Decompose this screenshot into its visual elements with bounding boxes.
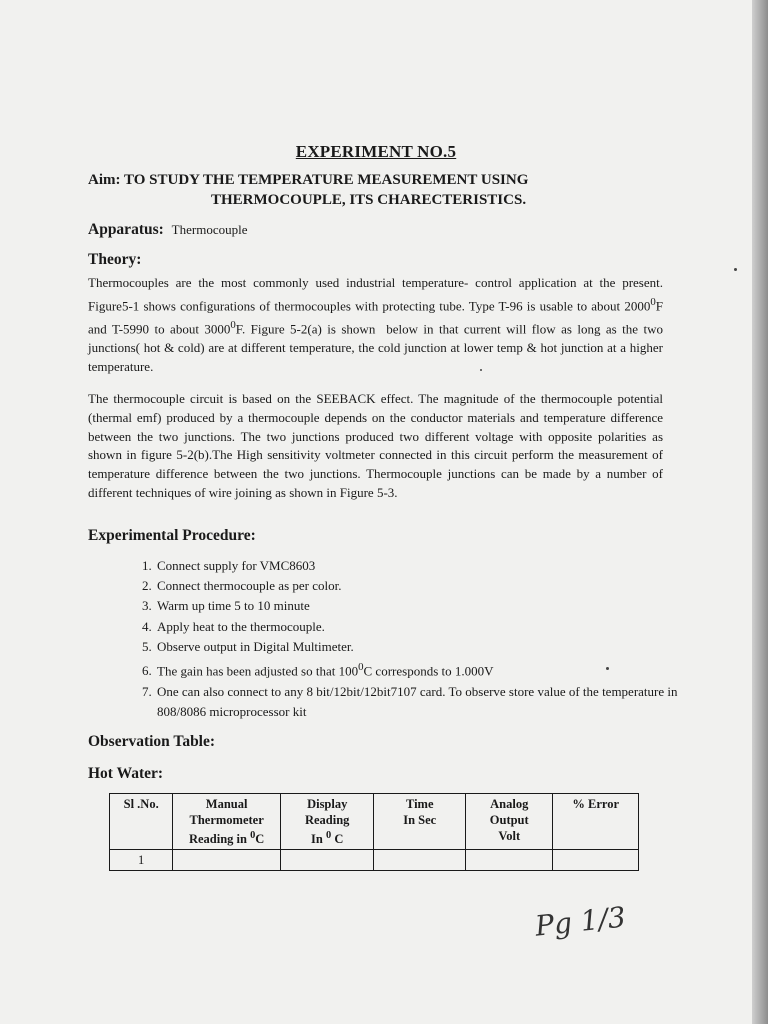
theory-paragraph-2: The thermocouple circuit is based on the SEEBACK effect. The magnitude of the thermocouple potential (thermal emf) produced by a thermocouple depends on the conductor materials and temperature difference between the two junctions. The two junctions produced two different voltage with opposite polarities as shown in figure 5-2(b).The High sensitivity voltmeter connected in this circuit perform the measurement of temperature difference between the two junctions. Thermocouple junctions can be made by a number of different techniques of wire joining as shown in Figure 5-3. — [88, 391, 663, 500]
aim-statement — [88, 170, 688, 210]
scan-speck — [480, 369, 482, 371]
procedure-step: 2. Connect thermocouple as per color. — [155, 576, 695, 596]
table-header-cell: Analog Output Volt — [465, 794, 552, 850]
scan-speck — [606, 667, 609, 670]
aim-line-1: TO STUDY THE TEMPERATURE MEASUREMENT USING — [123, 172, 529, 188]
table-header-cell: Display Reading In $^0$ C — [280, 794, 374, 850]
procedure-heading: Experimental Procedure: — [88, 527, 256, 544]
table-cell — [374, 850, 466, 871]
hot-water-heading: Hot Water: — [88, 765, 164, 782]
procedure-step: 6. The gain has been adjusted so that $100^0C$ corresponds to 1.000V — [155, 657, 695, 682]
apparatus-value: Thermocouple — [171, 222, 248, 237]
procedure-steps — [132, 556, 695, 722]
table-header-cell: Manual Thermometer Reading in $^0$C — [173, 794, 281, 850]
table-header-cell: Time In Sec — [374, 794, 466, 850]
page-edge-shadow — [752, 0, 768, 1024]
handwritten-page-mark: Pg 1/3 — [533, 900, 628, 943]
table-cell — [553, 850, 639, 871]
procedure-step: 3. Warm up time 5 to 10 minute — [155, 596, 695, 616]
observation-heading: Observation Table: — [88, 733, 216, 750]
table-cell — [173, 850, 281, 871]
aim-label: Aim: — [88, 172, 121, 188]
aim-line-2: THERMOCOUPLE, ITS CHARECTERISTICS. — [211, 192, 527, 208]
procedure-step: 1. Connect supply for VMC8603 — [155, 556, 695, 576]
procedure-step: 4. Apply heat to the thermocouple. — [155, 617, 695, 637]
table-cell: 1 — [110, 850, 173, 871]
experiment-title: EXPERIMENT NO.5 — [295, 142, 457, 161]
theory-heading: Theory: — [88, 251, 142, 268]
table-header-cell: % Error — [553, 794, 639, 850]
procedure-step: 5. Observe output in Digital Multimeter. — [155, 637, 695, 657]
theory-paragraph-1: Thermocouples are the most commonly used industrial temperature- control application at the present. Figure5-1 shows configurations of thermocouples with protecting tube. Type T-96 is usable to about 2000$^0$F and T-5990 to about 3000$^0$F. Figure 5-2(a) is shown below in that current will flow as long as the two junctions( hot & cold) are at different temperature, the cold junction at lower temp & hot junction at a higher temperature. — [88, 275, 663, 374]
table-row — [110, 850, 639, 871]
table-cell — [280, 850, 374, 871]
table-header-row — [110, 794, 639, 850]
table-cell — [465, 850, 552, 871]
procedure-step: 7. One can also connect to any 8 bit/12bit/12bit7107 card. To observe store value of the temperature in 808/8086 microprocessor kit — [155, 682, 695, 722]
apparatus-section — [88, 221, 247, 239]
apparatus-label: Apparatus: — [88, 221, 164, 238]
scan-speck — [734, 268, 737, 271]
table-header-cell: Sl .No. — [110, 794, 173, 850]
observation-table — [109, 793, 639, 871]
